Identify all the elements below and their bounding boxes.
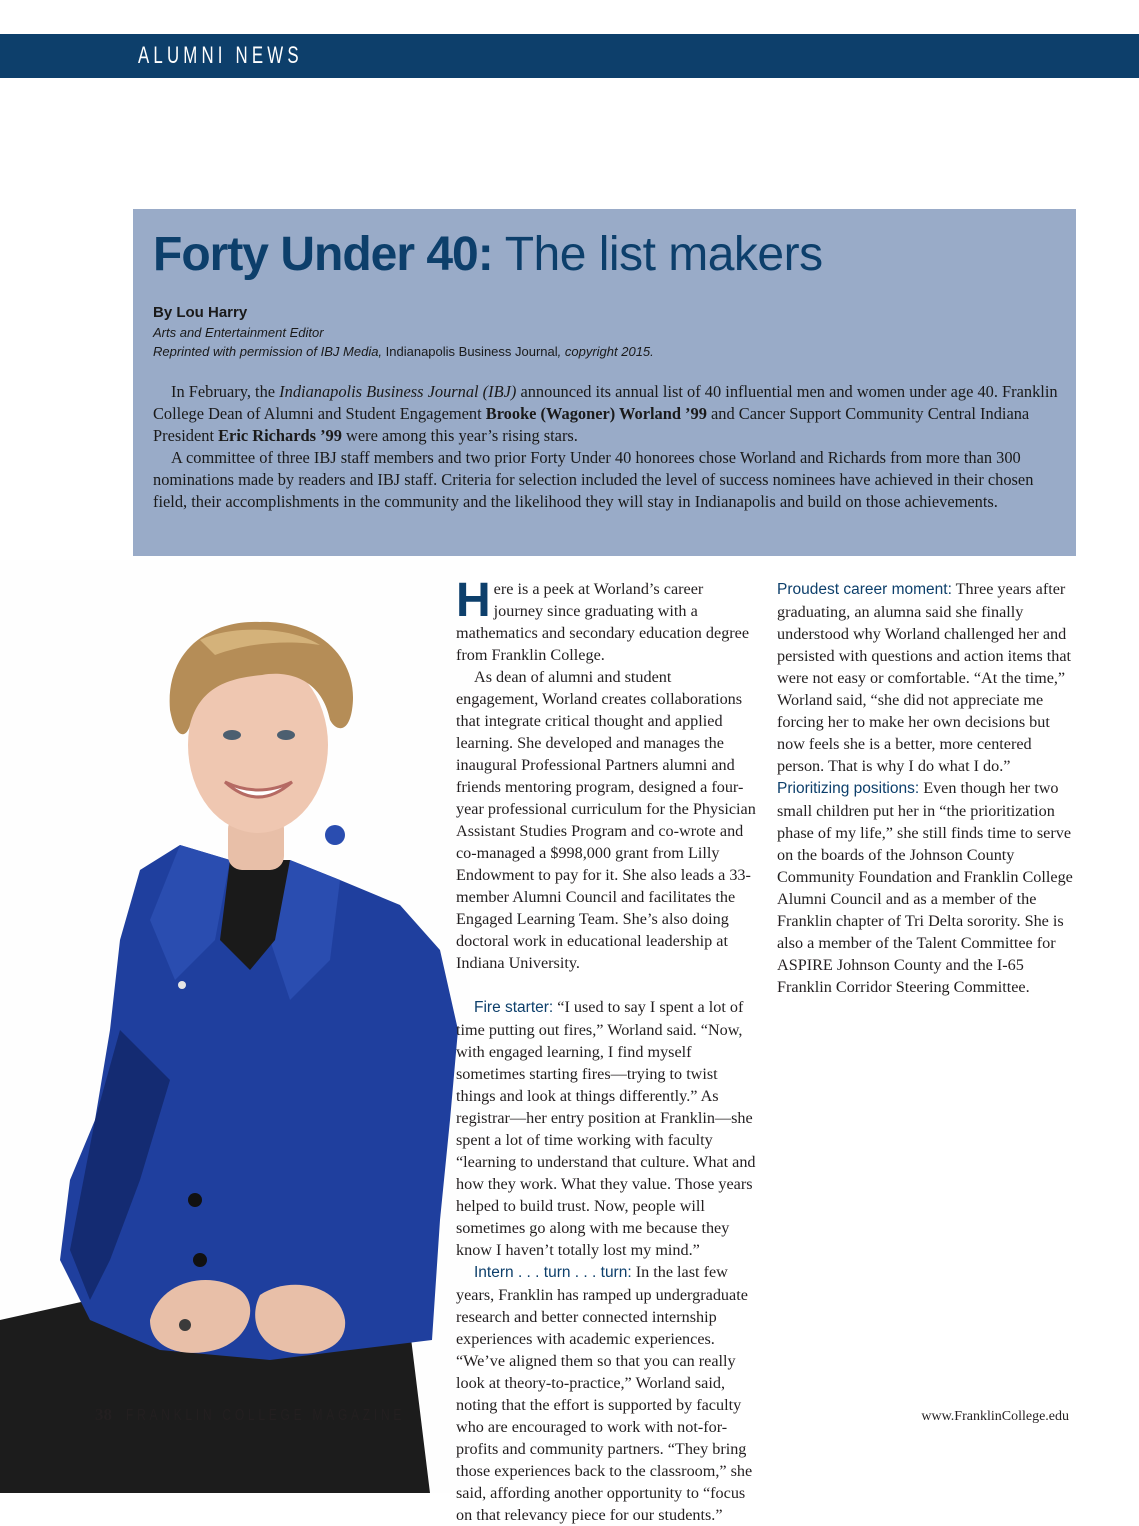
intro-paragraph: In February, the Indianapolis Business Journal (IBJ) announced its annual list of 40 influential men and women under age 40. Franklin College Dean of Alumni and Student Engagement Brooke (Wagoner) Worland ’99 and Cancer Support Community Central Indiana President Eric Richards ’99 were among this year’s rising stars. bbox=[153, 382, 1058, 445]
subhead: Fire starter: bbox=[474, 999, 554, 1016]
website-url: www.FranklinCollege.edu bbox=[921, 1409, 1069, 1424]
intro-paragraph: A committee of three IBJ staff members and two prior Forty Under 40 honorees chose Worland and Richards from more than 300 nominations made by readers and IBJ staff. Criteria for selection included the level of success nominees have achieved in their chosen field, their accomplishments in the community and the likelihood they will stay in Indianapolis and build on those achievements. bbox=[153, 448, 1034, 511]
subhead: Intern . . . turn . . . turn: bbox=[474, 1264, 632, 1281]
left-eye bbox=[223, 730, 241, 740]
earring bbox=[325, 825, 345, 845]
intro-text bbox=[153, 381, 1058, 513]
section-banner bbox=[0, 34, 1139, 78]
permission-note: Reprinted with permission of IBJ Media, Indianapolis Business Journal, copyright 2015. bbox=[153, 344, 654, 359]
author-role: Arts and Entertainment Editor bbox=[153, 325, 324, 340]
article-column-1 bbox=[456, 574, 756, 1526]
byline bbox=[153, 303, 654, 361]
author-name: By Lou Harry bbox=[153, 304, 248, 321]
subhead: Proudest career moment: bbox=[777, 581, 952, 598]
headline-bold: Forty Under 40: bbox=[153, 228, 493, 281]
section-title: ALUMNI NEWS bbox=[138, 42, 303, 69]
fire-starter-section: Fire starter: “I used to say I spent a lot of time putting out fires,” Worland said. “Now, with engaged learning, I find myself sometimes starting fires—trying to twist things and look at things differently.” As registrar—her entry position at Franklin—she spent a lot of time working with faculty “learning to understand that culture. What and how they work. What they value. Those years helped to build trust. Now, people will sometimes go along with me because they know I haven’t totally lost my mind.” bbox=[456, 998, 756, 1259]
headline bbox=[153, 227, 823, 282]
prioritizing-section: Prioritizing positions: Even though her two small children put her in “the prioritization phase of my life,” she still finds time to serve on the boards of the Johnson County Community Foundation and Franklin College Alumni Council and as a member of the Franklin chapter of Tri Delta sorority. She is also a member of the Talent Committee for ASPIRE Johnson County and the I-65 Franklin Corridor Steering Committee. bbox=[777, 779, 1073, 996]
page-number: 38 bbox=[95, 1405, 112, 1424]
intro-box bbox=[133, 209, 1076, 556]
jacket-button bbox=[193, 1253, 207, 1267]
bracelet bbox=[179, 1319, 191, 1331]
magazine-title: FRANKLIN COLLEGE MAGAZINE bbox=[126, 1407, 406, 1424]
portrait-photo bbox=[0, 560, 470, 1493]
right-eye bbox=[277, 730, 295, 740]
headline-light: The list makers bbox=[492, 228, 823, 281]
intern-section: Intern . . . turn . . . turn: In the last few years, Franklin has ramped up undergraduate research and better connected internship experiences with academic experiences. “We’ve aligned them so that you can really look at theory-to-practice,” Worland said, noting that the effort is supported by faculty who are encouraged to work with not-for-profits and community partners. “They bring those experiences back to the classroom,” she said, affording another opportunity to “focus on that relevancy piece for our students.” bbox=[456, 1263, 753, 1524]
paragraph-spacer bbox=[456, 974, 756, 996]
article-paragraph: As dean of alumni and student engagement, Worland creates collaborations that integrate critical thought and applied learning. She developed and manages the inaugural Professional Partners alumni and friends mentoring program, designed a four-year professional curriculum for the Physician Assistant Studies Program and co-wrote and co-managed a $998,000 grant from Lilly Endowment to pay for it. She also leads a 33-member Alumni Council and facilitates the Engaged Learning Team. She’s also doing doctoral work in educational leadership at Indiana University. bbox=[456, 668, 756, 972]
drop-cap: H bbox=[456, 574, 491, 627]
pin bbox=[178, 981, 186, 989]
subhead: Prioritizing positions: bbox=[777, 780, 920, 797]
footer-left bbox=[95, 1405, 498, 1425]
proudest-section: Proudest career moment: Three years after graduating, an alumna said she finally understood why Worland challenged her and persisted with questions and action items that were not easy or comfortable. “At the time,” Worland said, “she did not appreciate me forcing her to make her own decisions but now feels she is a better, more centered person. That is why I do what I do.” bbox=[777, 580, 1072, 775]
article-paragraph: Here is a peek at Worland’s career journey since graduating with a mathematics and secondary education degree from Franklin College. bbox=[456, 574, 750, 664]
jacket-button bbox=[188, 1193, 202, 1207]
article-column-2 bbox=[777, 578, 1077, 998]
